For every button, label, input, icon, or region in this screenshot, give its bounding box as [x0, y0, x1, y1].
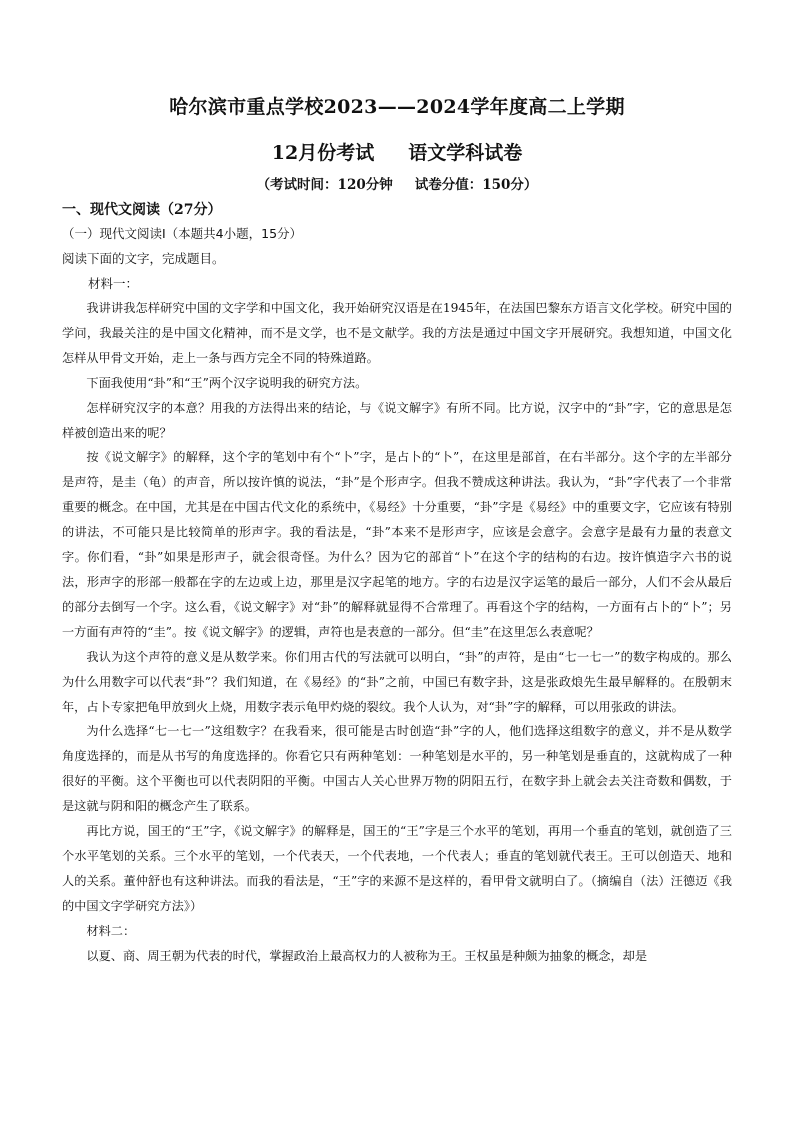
- exam-month: 12月份考试: [271, 142, 375, 164]
- passage-body: [62, 296, 732, 968]
- exam-time: （考试时间：120分钟: [256, 177, 393, 193]
- exam-score: 试卷分值：150分）: [414, 177, 538, 193]
- material-two-label: 材料二：: [86, 923, 136, 938]
- paragraph: 下面我使用“卦”和“王”两个汉字说明我的研究方法。: [86, 375, 368, 390]
- paragraph: 再比方说，国王的“王”字，《说文解字》的解释是，国王的“王”字是三个水平的笔划，再用一个垂直的笔划，就创造了三个水平笔划的关系。三个水平的笔划，一个代表天，一个代表地，一个代表人；垂直的笔划就代表王。王可以创造天、地和人的关系。董仲舒也有这种讲法。而我的看法是，“王”字的来源不是这样的，看甲骨文就明白了。（摘编自（法）汪德迈《我的中国文字学研究方法》）: [62, 824, 732, 913]
- exam-info: [0, 173, 794, 193]
- material-one-label: 材料一：: [88, 276, 139, 291]
- paragraph: 我讲讲我怎样研究中国的文字学和中国文化，我开始研究汉语是在1945年，在法国巴黎东方语言文化学校。研究中国的学问，我最关注的是中国文化精神，而不是文学，也不是文献学。我的方法是通过中国文字开展研究。我想知道，中国文化怎样从甲骨文开始，走上一条与西方完全不同的特殊道路。: [62, 301, 732, 365]
- reading-instruction: 阅读下面的文字，完成题目。: [62, 251, 225, 266]
- paragraph: 怎样研究汉字的本意？用我的方法得出来的结论，与《说文解字》有所不同。比方说，汉字中的“卦”字，它的意思是怎样被创造出来的呢？: [62, 400, 732, 440]
- subsection-heading: （一）现代文阅读Ⅰ（本题共4小题，15分）: [62, 226, 303, 241]
- paragraph: 按《说文解字》的解释，这个字的笔划中有个“卜”字，是占卜的“卜”，在这里是部首，在右半部分。这个字的左半部分是声符，是圭（龟）的声音，所以按许慎的说法，“卦”是个形声字。但我不赞成这种讲法。我认为，“卦”字代表了一个非常重要的概念。在中国，尤其是在中国古代文化的系统中，《易经》十分重要，“卦”字是《易经》中的重要文字，它应该有特别的讲法，不可能只是比较简单的形声字。我的看法是，“卦”本来不是形声字，应该是会意字。会意字是最有力量的表意文字。你们看，“卦”如果是形声子，就会很奇怪。为什么？因为它的部首“卜”在这个字的结构的右边。按许慎造字六书的说法，形声字的形部一般都在字的左边或上边，那里是汉字起笔的地方。字的右边是汉字运笔的最后一部分，人们不会从最后的部分去倒写一个字。这么看，《说文解字》对“卦”的解释就显得不合常理了。再看这个字的结构，一方面有占卜的“卜”；另一方面有声符的“圭”。按《说文解字》的逻辑，声符也是表意的一部分。但“圭”在这里怎么表意呢？: [62, 450, 732, 639]
- exam-title: 哈尔滨市重点学校2023——2024学年度高二上学期: [169, 96, 625, 118]
- section-heading: 一、现代文阅读（27分）: [62, 202, 222, 218]
- exam-subject: 语文学科试卷: [408, 142, 523, 164]
- paragraph: 我认为这个声符的意义是从数学来。你们用古代的写法就可以明白，“卦”的声符，是由“七一七一”的数字构成的。那么为什么用数字可以代表“卦”？我们知道，在《易经》的“卦”之前，中国已有数字卦，这是张政烺先生最早解释的。在殷朝末年，占卜专家把龟甲放到火上烧，用数字表示龟甲灼烧的裂纹。我个人认为，对“卦”字的解释，可以用张政的讲法。: [62, 649, 732, 714]
- paragraph: 以夏、商、周王朝为代表的时代，掌握政治上最高权力的人被称为王。王权虽是种颇为抽象的概念，却是: [86, 948, 648, 963]
- exam-subtitle: [0, 138, 794, 165]
- paragraph: 为什么选择“七一七一”这组数字？在我看来，很可能是古时创造“卦”字的人，他们选择这组数字的意义，并不是从数学角度选择的，而是从书写的角度选择的。你看它只有两种笔划：一种笔划是水平的，另一种笔划是垂直的，这就构成了一种很好的平衡。这个平衡也可以代表阴阳的平衡。中国古人关心世界万物的阴阳五行，在数字卦上就会去关注奇数和偶数，于是这就与阴和阳的概念产生了联系。: [62, 724, 732, 814]
